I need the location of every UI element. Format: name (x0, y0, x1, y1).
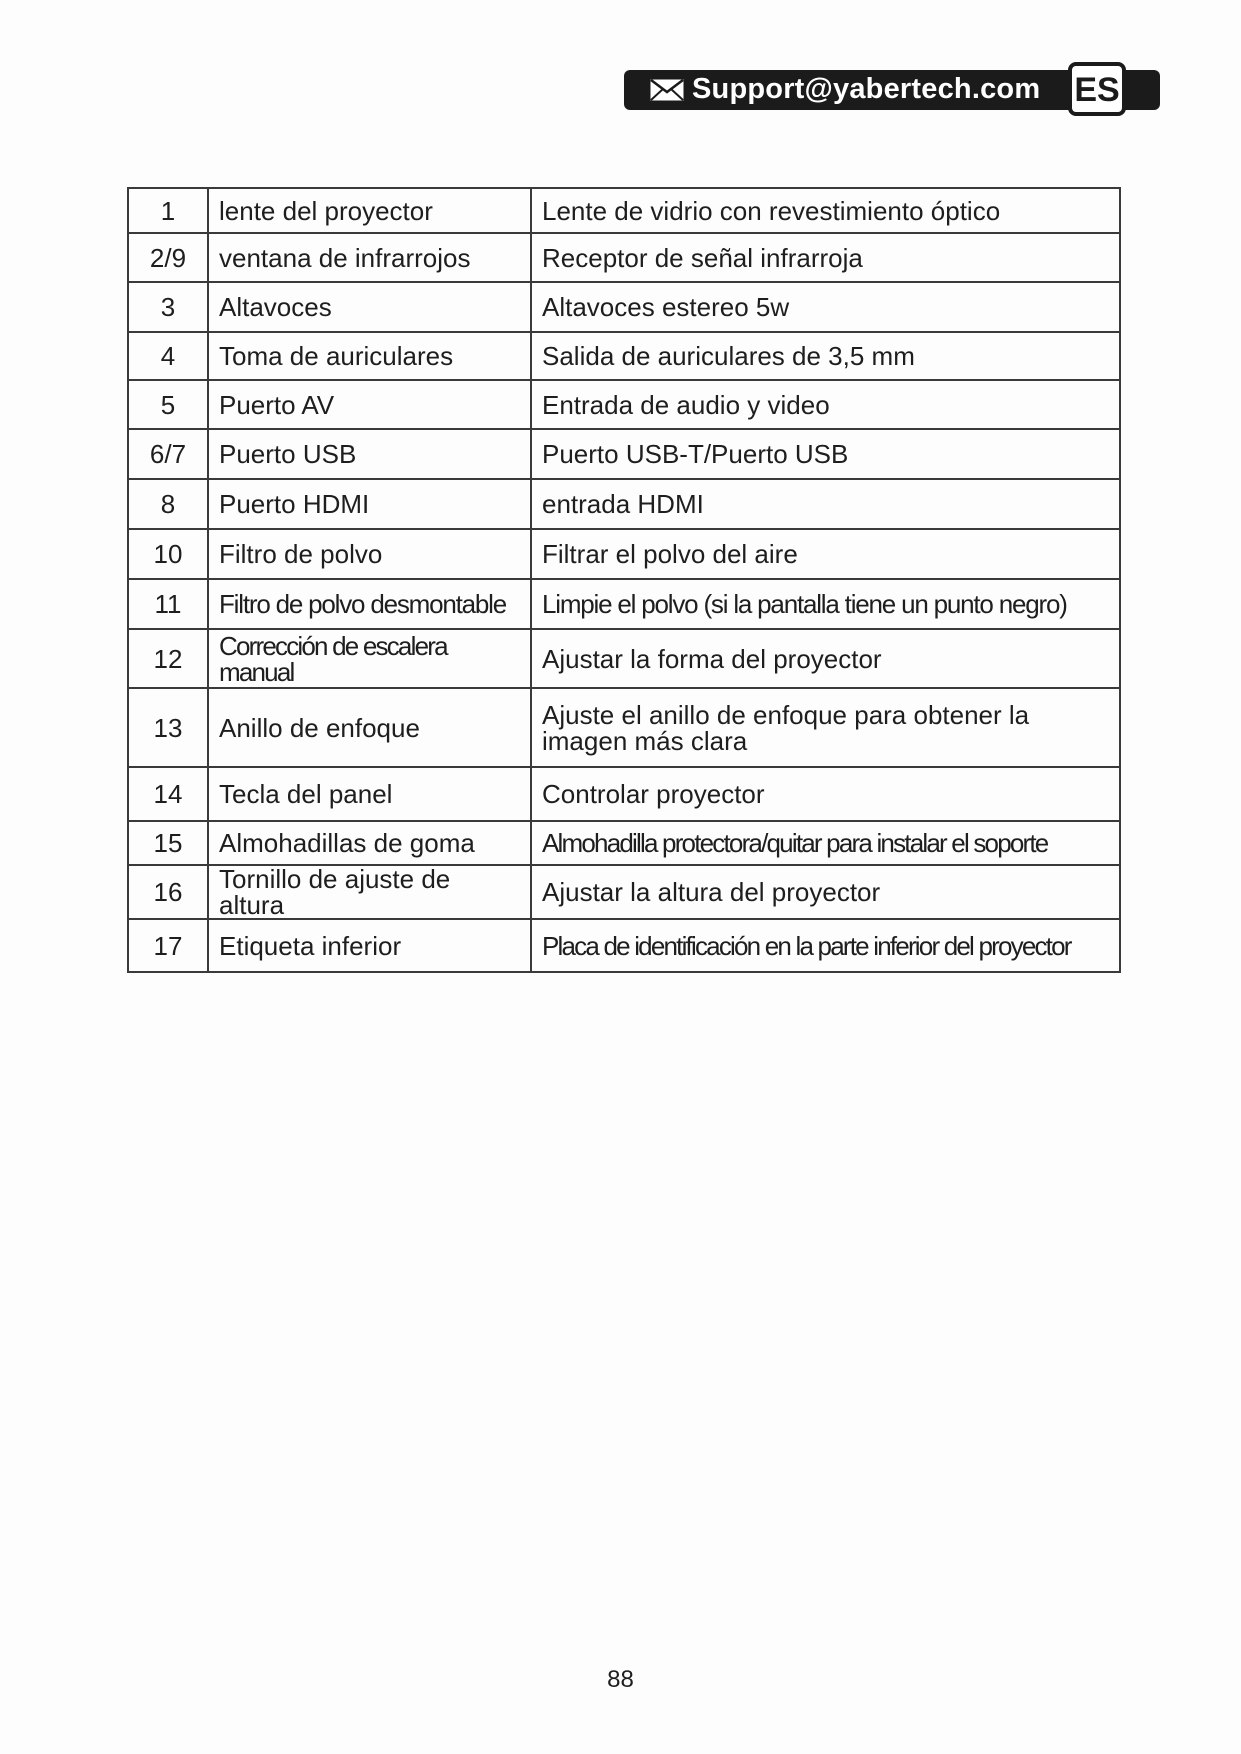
part-name: Etiqueta inferior (208, 919, 531, 972)
part-name: Puerto HDMI (208, 479, 531, 529)
support-email: Support@yabertech.com (692, 73, 1041, 105)
part-number: 15 (128, 821, 208, 865)
table-row (128, 629, 1120, 688)
part-description: Altavoces estereo 5w (531, 282, 1120, 332)
part-description: Filtrar el polvo del aire (531, 529, 1120, 579)
part-description: Salida de auriculares de 3,5 mm (531, 332, 1120, 380)
part-number: 8 (128, 479, 208, 529)
part-description: entrada HDMI (531, 479, 1120, 529)
table-row (128, 233, 1120, 282)
table-row (128, 479, 1120, 529)
part-name: Tecla del panel (208, 767, 531, 821)
part-name: Altavoces (208, 282, 531, 332)
part-description: Placa de identificación en la parte inferior del proyector (531, 919, 1120, 972)
envelope-icon (650, 79, 684, 101)
table-row (128, 919, 1120, 972)
table-row (128, 332, 1120, 380)
part-description: Entrada de audio y video (531, 380, 1120, 429)
part-name: lente del proyector (208, 188, 531, 233)
table-row (128, 380, 1120, 429)
part-description: Controlar proyector (531, 767, 1120, 821)
part-name: Puerto USB (208, 429, 531, 479)
table-row (128, 529, 1120, 579)
part-number: 10 (128, 529, 208, 579)
part-name: ventana de infrarrojos (208, 233, 531, 282)
part-description: Lente de vidrio con revestimiento óptico (531, 188, 1120, 233)
part-name: Almohadillas de goma (208, 821, 531, 865)
part-description: Ajustar la altura del proyector (531, 865, 1120, 919)
part-number: 11 (128, 579, 208, 629)
table-row (128, 821, 1120, 865)
part-description: Puerto USB-T/Puerto USB (531, 429, 1120, 479)
parts-table (127, 187, 1121, 973)
table-row (128, 865, 1120, 919)
part-name: Toma de auriculares (208, 332, 531, 380)
table-row (128, 688, 1120, 767)
table-row (128, 188, 1120, 233)
part-description: Almohadilla protectora/quitar para instalar el soporte (531, 821, 1120, 865)
part-number: 12 (128, 629, 208, 688)
page-number: 88 (607, 1666, 634, 1693)
part-number: 13 (128, 688, 208, 767)
part-description: Limpie el polvo (si la pantalla tiene un punto negro) (531, 579, 1120, 629)
part-name: Corrección de escalera manual (208, 629, 531, 688)
part-description: Ajuste el anillo de enfoque para obtener la imagen más clara (531, 688, 1120, 767)
part-number: 16 (128, 865, 208, 919)
part-number: 1 (128, 188, 208, 233)
part-description: Receptor de señal infrarroja (531, 233, 1120, 282)
part-name: Puerto AV (208, 380, 531, 429)
part-number: 3 (128, 282, 208, 332)
part-name: Filtro de polvo (208, 529, 531, 579)
part-number: 6/7 (128, 429, 208, 479)
part-name: Tornillo de ajuste de altura (208, 865, 531, 919)
part-number: 2/9 (128, 233, 208, 282)
part-number: 17 (128, 919, 208, 972)
language-badge: ES (1068, 62, 1126, 116)
part-number: 4 (128, 332, 208, 380)
part-number: 14 (128, 767, 208, 821)
table-row (128, 429, 1120, 479)
part-name: Anillo de enfoque (208, 688, 531, 767)
part-description: Ajustar la forma del proyector (531, 629, 1120, 688)
table-row (128, 767, 1120, 821)
table-row (128, 282, 1120, 332)
part-number: 5 (128, 380, 208, 429)
part-name: Filtro de polvo desmontable (208, 579, 531, 629)
table-row (128, 579, 1120, 629)
